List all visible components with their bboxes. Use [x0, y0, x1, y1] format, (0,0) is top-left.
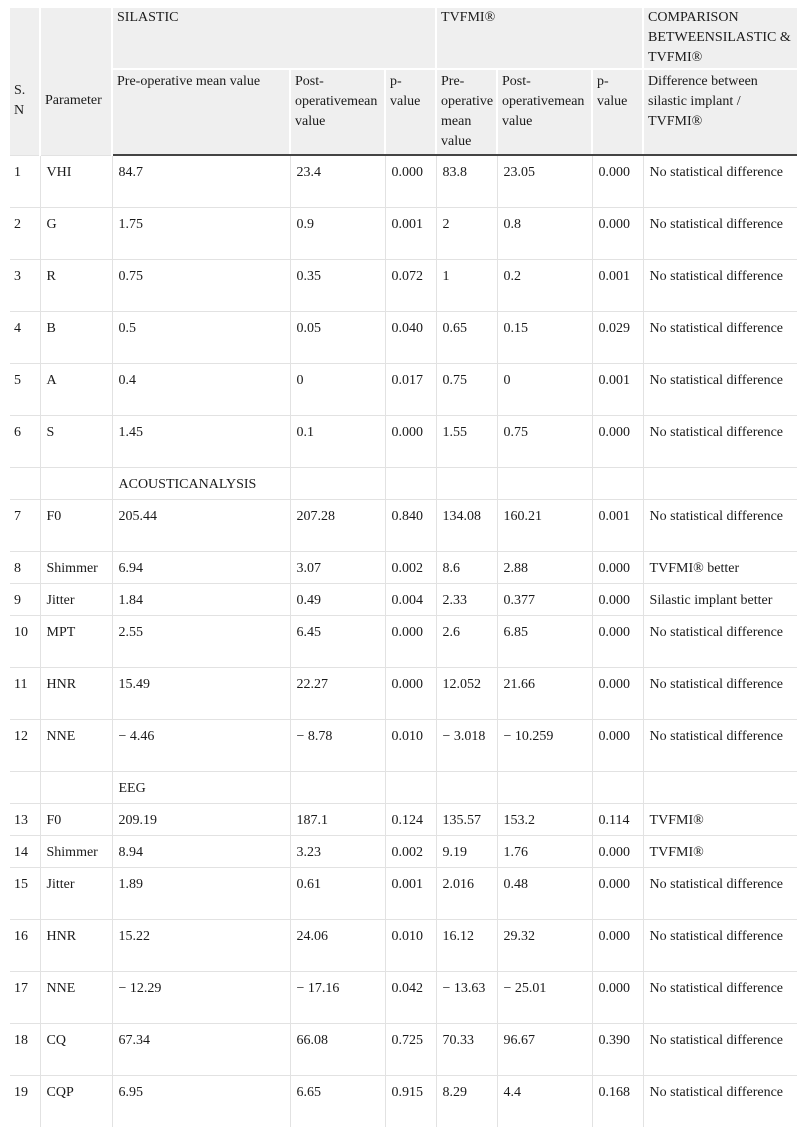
table-row	[10, 500, 797, 552]
cell-difference: No statistical difference	[643, 868, 797, 920]
cell-silastic-pre: − 12.29	[112, 972, 290, 1024]
section-label: ACOUSTICANALYSIS	[112, 468, 290, 500]
cell-difference: No statistical difference	[643, 364, 797, 416]
table-row	[10, 1024, 797, 1076]
empty-cell	[643, 772, 797, 804]
cell-silastic-pre: 15.49	[112, 668, 290, 720]
cell-parameter: MPT	[40, 616, 112, 668]
table-row	[10, 668, 797, 720]
table-row	[10, 260, 797, 312]
cell-silastic-post: 66.08	[290, 1024, 385, 1076]
empty-cell	[592, 468, 643, 500]
cell-tvfmi-pre: 135.57	[436, 804, 497, 836]
cell-difference: No statistical difference	[643, 155, 797, 208]
cell-tvfmi-pre: 9.19	[436, 836, 497, 868]
cell-sn: 13	[10, 804, 40, 836]
cell-silastic-post: 3.07	[290, 552, 385, 584]
table-row	[10, 616, 797, 668]
cell-tvfmi-pre: 2.33	[436, 584, 497, 616]
cell-tvfmi-post: 0	[497, 364, 592, 416]
header-difference: Difference between silastic implant / TVFMI®	[643, 69, 797, 155]
cell-difference: No statistical difference	[643, 920, 797, 972]
cell-difference: No statistical difference	[643, 720, 797, 772]
cell-tvfmi-pre: 16.12	[436, 920, 497, 972]
cell-sn: 7	[10, 500, 40, 552]
table-row	[10, 720, 797, 772]
cell-parameter: Jitter	[40, 584, 112, 616]
cell-silastic-pre: 205.44	[112, 500, 290, 552]
cell-difference: No statistical difference	[643, 972, 797, 1024]
cell-tvfmi-pre: 8.6	[436, 552, 497, 584]
cell-difference: TVFMI® better	[643, 552, 797, 584]
empty-cell	[385, 772, 436, 804]
cell-tvfmi-pre: 1	[436, 260, 497, 312]
cell-silastic-p: 0.004	[385, 584, 436, 616]
cell-parameter: F0	[40, 500, 112, 552]
cell-tvfmi-p: 0.001	[592, 500, 643, 552]
cell-parameter: HNR	[40, 668, 112, 720]
header-p-value-tvfmi: p-value	[592, 69, 643, 155]
cell-sn: 3	[10, 260, 40, 312]
cell-silastic-post: 0.05	[290, 312, 385, 364]
cell-tvfmi-post: 0.48	[497, 868, 592, 920]
cell-silastic-p: 0.000	[385, 668, 436, 720]
header-silastic: SILASTIC	[112, 8, 436, 69]
cell-silastic-pre: 209.19	[112, 804, 290, 836]
header-pre-mean-tvfmi: Pre-operative mean value	[436, 69, 497, 155]
cell-silastic-p: 0.010	[385, 720, 436, 772]
cell-tvfmi-post: 1.76	[497, 836, 592, 868]
table-row	[10, 920, 797, 972]
section-row	[10, 772, 797, 804]
cell-silastic-post: 24.06	[290, 920, 385, 972]
empty-cell	[497, 468, 592, 500]
cell-difference: No statistical difference	[643, 1024, 797, 1076]
cell-tvfmi-pre: − 13.63	[436, 972, 497, 1024]
cell-parameter: CQ	[40, 1024, 112, 1076]
cell-tvfmi-p: 0.000	[592, 155, 643, 208]
cell-silastic-pre: 15.22	[112, 920, 290, 972]
table-body	[10, 155, 797, 1127]
cell-sn: 6	[10, 416, 40, 468]
header-post-mean: Post-operativemean value	[290, 69, 385, 155]
cell-silastic-p: 0.001	[385, 208, 436, 260]
cell-parameter: VHI	[40, 155, 112, 208]
cell-difference: No statistical difference	[643, 312, 797, 364]
cell-silastic-post: 6.45	[290, 616, 385, 668]
cell-tvfmi-post: 96.67	[497, 1024, 592, 1076]
header-pre-mean: Pre-operative mean value	[112, 69, 290, 155]
cell-tvfmi-p: 0.000	[592, 972, 643, 1024]
cell-sn: 19	[10, 1076, 40, 1127]
header-p-value: p-value	[385, 69, 436, 155]
cell-silastic-p: 0.010	[385, 920, 436, 972]
table-row	[10, 208, 797, 260]
cell-difference: No statistical difference	[643, 668, 797, 720]
cell-tvfmi-post: 29.32	[497, 920, 592, 972]
cell-tvfmi-post: − 10.259	[497, 720, 592, 772]
cell-tvfmi-post: 0.15	[497, 312, 592, 364]
cell-tvfmi-p: 0.001	[592, 364, 643, 416]
cell-difference: No statistical difference	[643, 416, 797, 468]
empty-cell	[40, 468, 112, 500]
cell-sn: 2	[10, 208, 40, 260]
cell-silastic-p: 0.725	[385, 1024, 436, 1076]
cell-silastic-p: 0.017	[385, 364, 436, 416]
header-post-mean-tvfmi: Post-operativemean value	[497, 69, 592, 155]
table-row	[10, 584, 797, 616]
header-parameter: Parameter	[40, 8, 112, 155]
cell-tvfmi-pre: 2.016	[436, 868, 497, 920]
cell-difference: No statistical difference	[643, 500, 797, 552]
header-comparison: COMPARISON BETWEENSILASTIC & TVFMI®	[643, 8, 797, 69]
table-row	[10, 155, 797, 208]
cell-sn: 11	[10, 668, 40, 720]
cell-silastic-p: 0.000	[385, 616, 436, 668]
cell-silastic-pre: 2.55	[112, 616, 290, 668]
cell-tvfmi-p: 0.029	[592, 312, 643, 364]
cell-sn: 16	[10, 920, 40, 972]
empty-cell	[592, 772, 643, 804]
cell-sn: 17	[10, 972, 40, 1024]
cell-tvfmi-pre: − 3.018	[436, 720, 497, 772]
cell-silastic-pre: 67.34	[112, 1024, 290, 1076]
cell-sn: 18	[10, 1024, 40, 1076]
cell-tvfmi-post: − 25.01	[497, 972, 592, 1024]
cell-difference: No statistical difference	[643, 1076, 797, 1127]
cell-parameter: NNE	[40, 720, 112, 772]
cell-tvfmi-p: 0.000	[592, 616, 643, 668]
cell-tvfmi-post: 21.66	[497, 668, 592, 720]
cell-tvfmi-post: 0.75	[497, 416, 592, 468]
cell-tvfmi-p: 0.000	[592, 208, 643, 260]
section-row	[10, 468, 797, 500]
cell-silastic-pre: 6.95	[112, 1076, 290, 1127]
cell-tvfmi-p: 0.168	[592, 1076, 643, 1127]
cell-silastic-post: − 17.16	[290, 972, 385, 1024]
cell-difference: TVFMI®	[643, 804, 797, 836]
cell-tvfmi-p: 0.114	[592, 804, 643, 836]
cell-tvfmi-p: 0.000	[592, 920, 643, 972]
cell-silastic-post: 207.28	[290, 500, 385, 552]
results-table	[10, 8, 797, 1127]
cell-parameter: S	[40, 416, 112, 468]
cell-sn: 15	[10, 868, 40, 920]
empty-cell	[385, 468, 436, 500]
cell-sn: 4	[10, 312, 40, 364]
empty-cell	[497, 772, 592, 804]
cell-silastic-pre: 0.4	[112, 364, 290, 416]
cell-silastic-pre: 1.89	[112, 868, 290, 920]
cell-tvfmi-pre: 134.08	[436, 500, 497, 552]
cell-tvfmi-post: 160.21	[497, 500, 592, 552]
cell-sn: 5	[10, 364, 40, 416]
empty-cell	[290, 772, 385, 804]
empty-cell	[10, 772, 40, 804]
cell-tvfmi-pre: 70.33	[436, 1024, 497, 1076]
cell-silastic-post: 22.27	[290, 668, 385, 720]
cell-silastic-pre: 8.94	[112, 836, 290, 868]
cell-sn: 8	[10, 552, 40, 584]
cell-parameter: F0	[40, 804, 112, 836]
cell-silastic-post: 23.4	[290, 155, 385, 208]
cell-tvfmi-post: 0.8	[497, 208, 592, 260]
cell-tvfmi-p: 0.000	[592, 868, 643, 920]
cell-difference: No statistical difference	[643, 616, 797, 668]
cell-silastic-p: 0.915	[385, 1076, 436, 1127]
cell-difference: No statistical difference	[643, 208, 797, 260]
table-row	[10, 552, 797, 584]
cell-tvfmi-pre: 2	[436, 208, 497, 260]
cell-parameter: R	[40, 260, 112, 312]
cell-tvfmi-post: 153.2	[497, 804, 592, 836]
cell-tvfmi-p: 0.000	[592, 836, 643, 868]
table-row	[10, 836, 797, 868]
cell-silastic-post: 0.9	[290, 208, 385, 260]
empty-cell	[10, 468, 40, 500]
cell-silastic-p: 0.040	[385, 312, 436, 364]
cell-sn: 14	[10, 836, 40, 868]
cell-silastic-post: 0.49	[290, 584, 385, 616]
cell-silastic-pre: − 4.46	[112, 720, 290, 772]
cell-silastic-post: − 8.78	[290, 720, 385, 772]
cell-tvfmi-post: 23.05	[497, 155, 592, 208]
cell-silastic-p: 0.840	[385, 500, 436, 552]
cell-parameter: Shimmer	[40, 836, 112, 868]
cell-tvfmi-p: 0.390	[592, 1024, 643, 1076]
cell-tvfmi-pre: 8.29	[436, 1076, 497, 1127]
section-label: EEG	[112, 772, 290, 804]
cell-silastic-post: 0	[290, 364, 385, 416]
header-sn: S. N	[10, 8, 40, 155]
empty-cell	[436, 772, 497, 804]
cell-sn: 12	[10, 720, 40, 772]
cell-silastic-post: 0.35	[290, 260, 385, 312]
cell-tvfmi-p: 0.000	[592, 720, 643, 772]
cell-silastic-pre: 1.75	[112, 208, 290, 260]
cell-parameter: Jitter	[40, 868, 112, 920]
cell-tvfmi-pre: 0.65	[436, 312, 497, 364]
cell-silastic-p: 0.124	[385, 804, 436, 836]
cell-tvfmi-p: 0.000	[592, 552, 643, 584]
cell-parameter: NNE	[40, 972, 112, 1024]
table-header	[10, 8, 797, 155]
cell-silastic-p: 0.002	[385, 836, 436, 868]
cell-silastic-pre: 84.7	[112, 155, 290, 208]
cell-tvfmi-post: 0.377	[497, 584, 592, 616]
cell-silastic-pre: 0.5	[112, 312, 290, 364]
cell-sn: 10	[10, 616, 40, 668]
empty-cell	[436, 468, 497, 500]
cell-sn: 9	[10, 584, 40, 616]
empty-cell	[643, 468, 797, 500]
cell-silastic-p: 0.001	[385, 868, 436, 920]
table-row	[10, 1076, 797, 1127]
cell-silastic-p: 0.002	[385, 552, 436, 584]
cell-silastic-p: 0.072	[385, 260, 436, 312]
table-row	[10, 364, 797, 416]
cell-parameter: Shimmer	[40, 552, 112, 584]
cell-difference: No statistical difference	[643, 260, 797, 312]
table-row	[10, 868, 797, 920]
cell-parameter: HNR	[40, 920, 112, 972]
cell-parameter: G	[40, 208, 112, 260]
cell-tvfmi-post: 4.4	[497, 1076, 592, 1127]
cell-silastic-post: 187.1	[290, 804, 385, 836]
cell-silastic-post: 0.1	[290, 416, 385, 468]
cell-tvfmi-pre: 12.052	[436, 668, 497, 720]
cell-silastic-post: 0.61	[290, 868, 385, 920]
table-row	[10, 972, 797, 1024]
cell-sn: 1	[10, 155, 40, 208]
cell-tvfmi-post: 0.2	[497, 260, 592, 312]
cell-tvfmi-pre: 0.75	[436, 364, 497, 416]
cell-silastic-p: 0.042	[385, 972, 436, 1024]
table-row	[10, 312, 797, 364]
cell-difference: TVFMI®	[643, 836, 797, 868]
empty-cell	[290, 468, 385, 500]
cell-tvfmi-p: 0.000	[592, 668, 643, 720]
cell-difference: Silastic implant better	[643, 584, 797, 616]
table-row	[10, 416, 797, 468]
cell-tvfmi-pre: 2.6	[436, 616, 497, 668]
cell-silastic-p: 0.000	[385, 155, 436, 208]
cell-tvfmi-post: 2.88	[497, 552, 592, 584]
cell-silastic-post: 3.23	[290, 836, 385, 868]
cell-tvfmi-p: 0.000	[592, 584, 643, 616]
cell-tvfmi-post: 6.85	[497, 616, 592, 668]
cell-silastic-pre: 6.94	[112, 552, 290, 584]
cell-silastic-pre: 0.75	[112, 260, 290, 312]
empty-cell	[40, 772, 112, 804]
cell-silastic-post: 6.65	[290, 1076, 385, 1127]
cell-silastic-pre: 1.84	[112, 584, 290, 616]
cell-tvfmi-p: 0.001	[592, 260, 643, 312]
cell-silastic-p: 0.000	[385, 416, 436, 468]
cell-tvfmi-pre: 1.55	[436, 416, 497, 468]
cell-silastic-pre: 1.45	[112, 416, 290, 468]
cell-tvfmi-p: 0.000	[592, 416, 643, 468]
header-tvfmi: TVFMI®	[436, 8, 643, 69]
table-row	[10, 804, 797, 836]
cell-parameter: B	[40, 312, 112, 364]
cell-tvfmi-pre: 83.8	[436, 155, 497, 208]
cell-parameter: CQP	[40, 1076, 112, 1127]
cell-parameter: A	[40, 364, 112, 416]
